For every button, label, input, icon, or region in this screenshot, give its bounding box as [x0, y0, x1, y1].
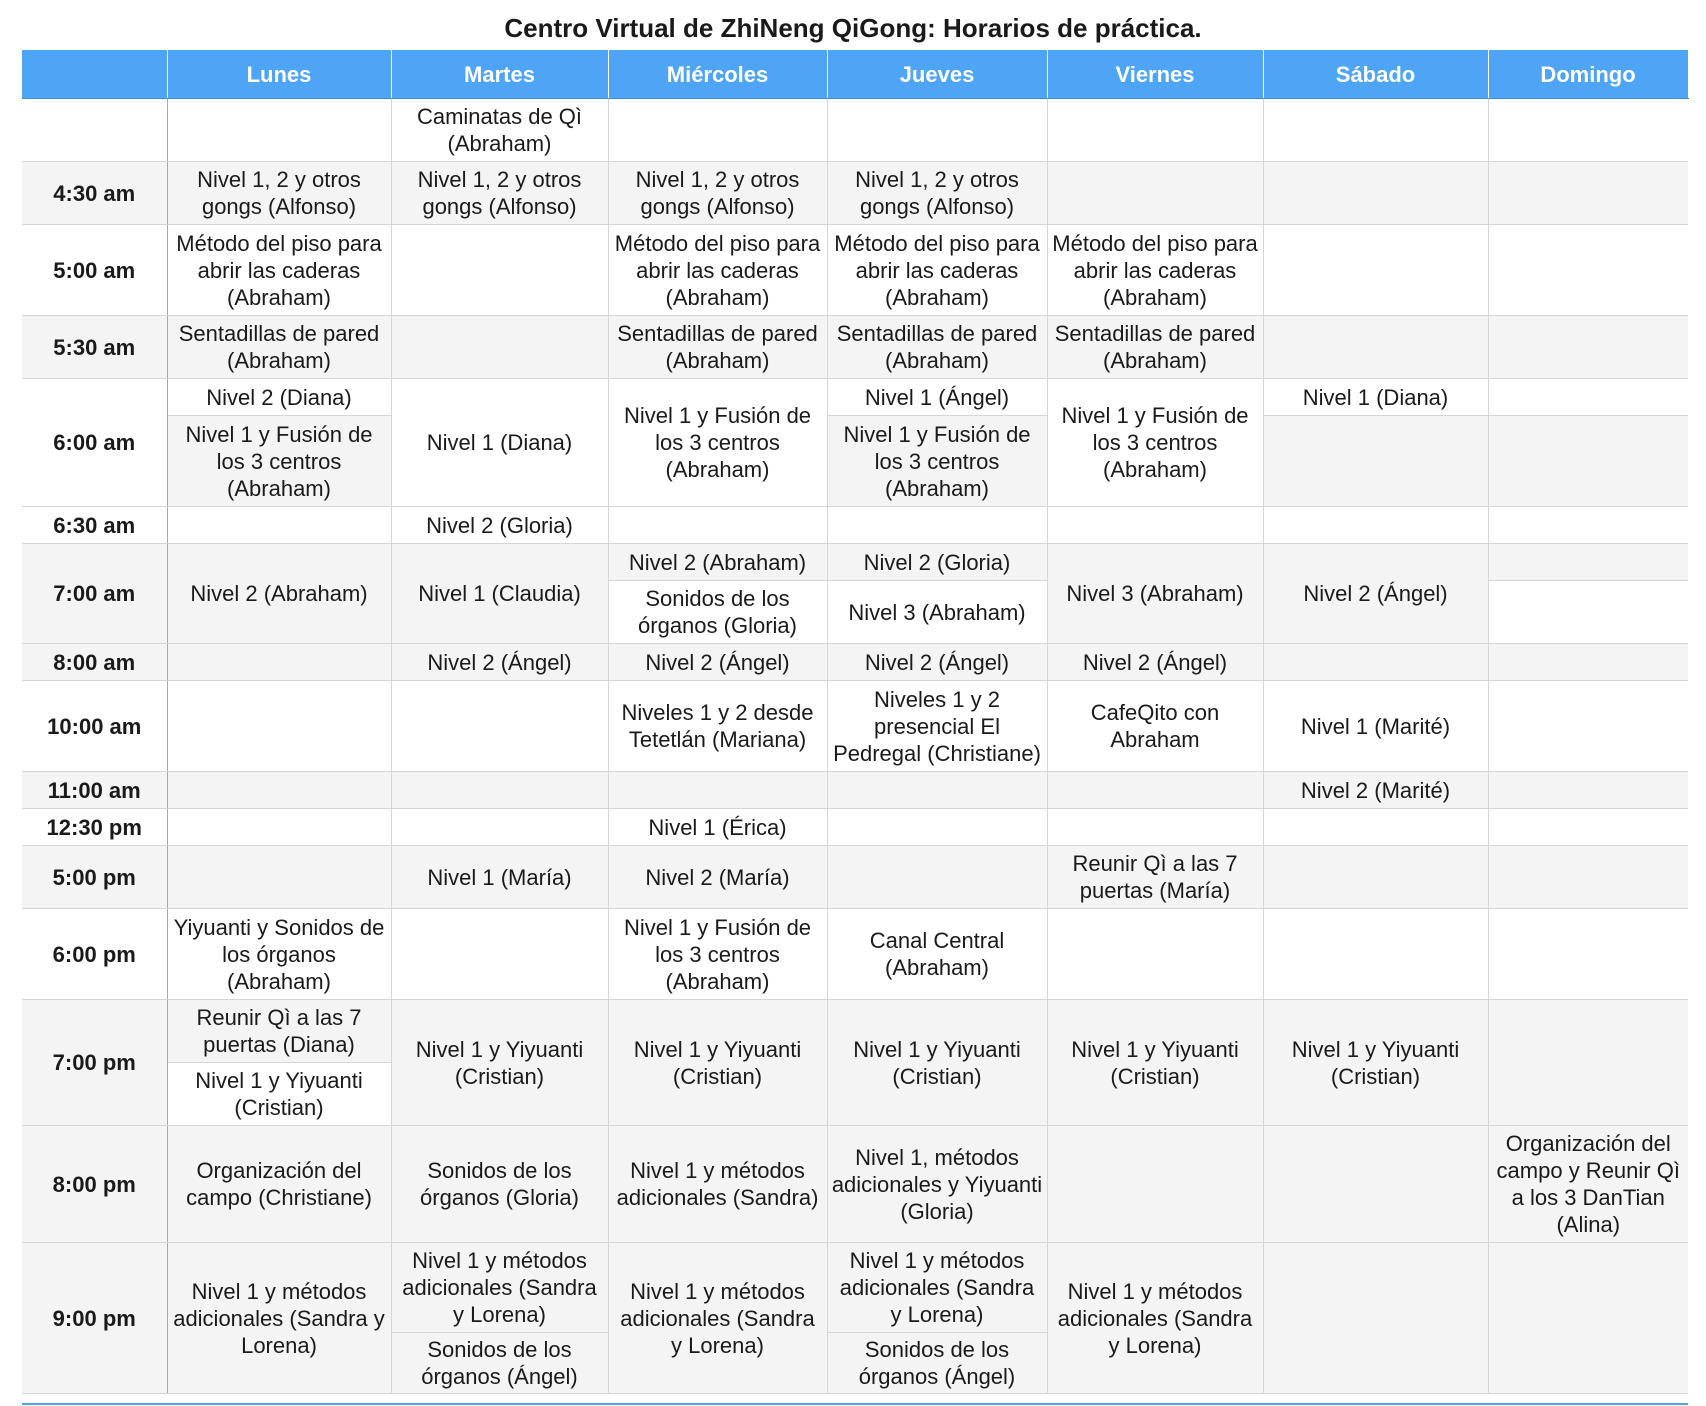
class-cell [391, 681, 608, 772]
class-cell: Método del piso para abrir las caderas (Abraham) [1047, 225, 1263, 316]
class-cell [1263, 1126, 1488, 1243]
header-day-miercoles: Miércoles [608, 50, 827, 99]
class-cell: Método del piso para abrir las caderas (Abraham) [608, 225, 827, 316]
class-cell [1263, 416, 1488, 507]
schedule-row [22, 162, 1688, 225]
class-cell: CafeQito con Abraham [1047, 681, 1263, 772]
header-day-sabado: Sábado [1263, 50, 1488, 99]
time-cell: 6:00 pm [22, 909, 167, 1000]
class-cell [1488, 99, 1688, 162]
class-cell [827, 846, 1047, 909]
header-row [22, 50, 1688, 99]
class-cell: Sentadillas de pared (Abraham) [167, 316, 391, 379]
class-cell [827, 809, 1047, 846]
class-cell: Nivel 1 y métodos adicionales (Sandra) [608, 1126, 827, 1243]
time-cell: 12:30 pm [22, 809, 167, 846]
table-bottom-border [22, 1403, 1688, 1405]
class-cell: Nivel 2 (Diana) [167, 379, 391, 416]
class-cell [391, 909, 608, 1000]
time-cell: 5:30 am [22, 316, 167, 379]
time-cell: 11:00 am [22, 772, 167, 809]
class-cell: Método del piso para abrir las caderas (Abraham) [167, 225, 391, 316]
class-cell: Nivel 2 (Marité) [1263, 772, 1488, 809]
class-cell [1488, 809, 1688, 846]
class-cell [1488, 644, 1688, 681]
class-cell [1263, 99, 1488, 162]
header-day-viernes: Viernes [1047, 50, 1263, 99]
class-cell [1047, 99, 1263, 162]
time-cell: 7:00 pm [22, 1000, 167, 1126]
class-cell: Nivel 1 y Fusión de los 3 centros (Abraham) [827, 416, 1047, 507]
time-cell: 6:30 am [22, 507, 167, 544]
schedule-row [22, 1000, 1688, 1063]
class-cell [1488, 581, 1688, 644]
class-cell: Nivel 1 y Yiyuanti (Cristian) [1263, 1000, 1488, 1126]
page-title: Centro Virtual de ZhiNeng QiGong: Horarios de práctica. [504, 13, 1202, 43]
class-cell [1488, 507, 1688, 544]
class-cell: Nivel 2 (Abraham) [167, 544, 391, 644]
class-cell: Nivel 2 (Abraham) [608, 544, 827, 581]
class-cell [1488, 1000, 1688, 1126]
class-cell [1047, 909, 1263, 1000]
header-day-martes: Martes [391, 50, 608, 99]
class-cell: Caminatas de Qì (Abraham) [391, 99, 608, 162]
class-cell: Nivel 2 (Gloria) [391, 507, 608, 544]
class-cell: Nivel 2 (Ángel) [827, 644, 1047, 681]
time-cell: 5:00 pm [22, 846, 167, 909]
class-cell: Nivel 1 y Yiyuanti (Cristian) [391, 1000, 608, 1126]
class-cell [1488, 1243, 1688, 1394]
schedule-row [22, 225, 1688, 316]
schedule-row [22, 416, 1688, 507]
schedule-row [22, 644, 1688, 681]
class-cell [1488, 416, 1688, 507]
class-cell: Nivel 1 y métodos adicionales (Sandra y Lorena) [608, 1243, 827, 1394]
time-cell [22, 99, 167, 162]
class-cell [1047, 507, 1263, 544]
class-cell: Nivel 2 (Ángel) [1263, 544, 1488, 644]
class-cell: Reunir Qì a las 7 puertas (Diana) [167, 1000, 391, 1063]
class-cell: Nivel 1, 2 y otros gongs (Alfonso) [167, 162, 391, 225]
schedule-row [22, 379, 1688, 416]
class-cell: Sonidos de los órganos (Gloria) [391, 1126, 608, 1243]
class-cell: Organización del campo y Reunir Qì a los 3 DanTian (Alina) [1488, 1126, 1688, 1243]
class-cell: Sentadillas de pared (Abraham) [827, 316, 1047, 379]
class-cell [1263, 846, 1488, 909]
class-cell [1263, 1243, 1488, 1394]
class-cell [1488, 681, 1688, 772]
class-cell [1263, 162, 1488, 225]
schedule-row [22, 1243, 1688, 1333]
time-cell: 8:00 pm [22, 1126, 167, 1243]
class-cell [167, 644, 391, 681]
class-cell: Nivel 2 (Gloria) [827, 544, 1047, 581]
class-cell: Sentadillas de pared (Abraham) [1047, 316, 1263, 379]
class-cell: Método del piso para abrir las caderas (Abraham) [827, 225, 1047, 316]
class-cell: Nivel 2 (Ángel) [1047, 644, 1263, 681]
class-cell: Nivel 1 y Fusión de los 3 centros (Abraham) [167, 416, 391, 507]
class-cell: Nivel 1 (Érica) [608, 809, 827, 846]
schedule-row [22, 772, 1688, 809]
class-cell [1263, 225, 1488, 316]
class-cell: Nivel 1 y Fusión de los 3 centros (Abraham) [1047, 379, 1263, 507]
class-cell: Sentadillas de pared (Abraham) [608, 316, 827, 379]
class-cell: Nivel 1 y Yiyuanti (Cristian) [167, 1063, 391, 1126]
class-cell: Nivel 2 (María) [608, 846, 827, 909]
class-cell: Nivel 2 (Ángel) [391, 644, 608, 681]
class-cell: Canal Central (Abraham) [827, 909, 1047, 1000]
class-cell [827, 772, 1047, 809]
class-cell [391, 225, 608, 316]
class-cell [1263, 316, 1488, 379]
class-cell [1488, 909, 1688, 1000]
schedule-row [22, 809, 1688, 846]
schedule-row [22, 1126, 1688, 1243]
class-cell [827, 99, 1047, 162]
class-cell [1263, 644, 1488, 681]
class-cell: Nivel 1 y métodos adicionales (Sandra y Lorena) [827, 1243, 1047, 1333]
class-cell: Sonidos de los órganos (Gloria) [608, 581, 827, 644]
class-cell: Nivel 3 (Abraham) [1047, 544, 1263, 644]
class-cell: Nivel 2 (Ángel) [608, 644, 827, 681]
class-cell: Nivel 1 (Diana) [391, 379, 608, 507]
schedule-row [22, 681, 1688, 772]
class-cell [167, 99, 391, 162]
class-cell [1263, 909, 1488, 1000]
class-cell [608, 99, 827, 162]
schedule-row [22, 846, 1688, 909]
time-cell: 8:00 am [22, 644, 167, 681]
schedule-row [22, 316, 1688, 379]
class-cell [1488, 772, 1688, 809]
class-cell: Nivel 1 y Yiyuanti (Cristian) [827, 1000, 1047, 1126]
class-cell: Yiyuanti y Sonidos de los órganos (Abraham) [167, 909, 391, 1000]
class-cell [167, 809, 391, 846]
class-cell [167, 772, 391, 809]
class-cell: Nivel 1, métodos adicionales y Yiyuanti (Gloria) [827, 1126, 1047, 1243]
class-cell [167, 846, 391, 909]
class-cell: Sonidos de los órganos (Ángel) [391, 1333, 608, 1394]
class-cell [167, 681, 391, 772]
class-cell: Nivel 1 y métodos adicionales (Sandra y Lorena) [391, 1243, 608, 1333]
header-time [22, 50, 167, 99]
class-cell: Nivel 1, 2 y otros gongs (Alfonso) [827, 162, 1047, 225]
class-cell: Nivel 1 (Ángel) [827, 379, 1047, 416]
header-day-jueves: Jueves [827, 50, 1047, 99]
class-cell: Organización del campo (Christiane) [167, 1126, 391, 1243]
class-cell [608, 507, 827, 544]
class-cell [1488, 544, 1688, 581]
schedule-row [22, 99, 1688, 162]
time-cell: 7:00 am [22, 544, 167, 644]
header-day-lunes: Lunes [167, 50, 391, 99]
class-cell [1047, 772, 1263, 809]
time-cell: 5:00 am [22, 225, 167, 316]
class-cell: Niveles 1 y 2 desde Tetetlán (Mariana) [608, 681, 827, 772]
header-day-domingo: Domingo [1488, 50, 1688, 99]
class-cell: Nivel 3 (Abraham) [827, 581, 1047, 644]
class-cell: Sonidos de los órganos (Ángel) [827, 1333, 1047, 1394]
class-cell: Nivel 1 y métodos adicionales (Sandra y Lorena) [167, 1243, 391, 1394]
class-cell [1488, 846, 1688, 909]
class-cell: Nivel 1 (Marité) [1263, 681, 1488, 772]
class-cell [1263, 507, 1488, 544]
class-cell: Nivel 1 (María) [391, 846, 608, 909]
class-cell [391, 772, 608, 809]
class-cell: Nivel 1 y Yiyuanti (Cristian) [1047, 1000, 1263, 1126]
time-cell: 6:00 am [22, 379, 167, 507]
time-cell: 9:00 pm [22, 1243, 167, 1394]
class-cell [1488, 162, 1688, 225]
class-cell [167, 507, 391, 544]
class-cell [1047, 809, 1263, 846]
class-cell: Nivel 1 (Diana) [1263, 379, 1488, 416]
class-cell [1263, 809, 1488, 846]
schedule-table [22, 50, 1689, 1394]
class-cell: Reunir Qì a las 7 puertas (María) [1047, 846, 1263, 909]
class-cell [608, 772, 827, 809]
class-cell: Nivel 1 y Fusión de los 3 centros (Abraham) [608, 909, 827, 1000]
class-cell: Nivel 1 (Claudia) [391, 544, 608, 644]
class-cell: Nivel 1, 2 y otros gongs (Alfonso) [608, 162, 827, 225]
class-cell [1047, 162, 1263, 225]
class-cell: Nivel 1 y Yiyuanti (Cristian) [608, 1000, 827, 1126]
class-cell: Nivel 1, 2 y otros gongs (Alfonso) [391, 162, 608, 225]
schedule-row [22, 544, 1688, 581]
class-cell: Nivel 1 y métodos adicionales (Sandra y Lorena) [1047, 1243, 1263, 1394]
class-cell: Nivel 1 y Fusión de los 3 centros (Abraham) [608, 379, 827, 507]
class-cell [1488, 316, 1688, 379]
class-cell [1488, 225, 1688, 316]
class-cell [1488, 379, 1688, 416]
time-cell: 4:30 am [22, 162, 167, 225]
class-cell [1047, 1126, 1263, 1243]
class-cell: Niveles 1 y 2 presencial El Pedregal (Christiane) [827, 681, 1047, 772]
class-cell [827, 507, 1047, 544]
class-cell [391, 316, 608, 379]
schedule-row [22, 909, 1688, 1000]
time-cell: 10:00 am [22, 681, 167, 772]
schedule-row [22, 507, 1688, 544]
class-cell [391, 809, 608, 846]
